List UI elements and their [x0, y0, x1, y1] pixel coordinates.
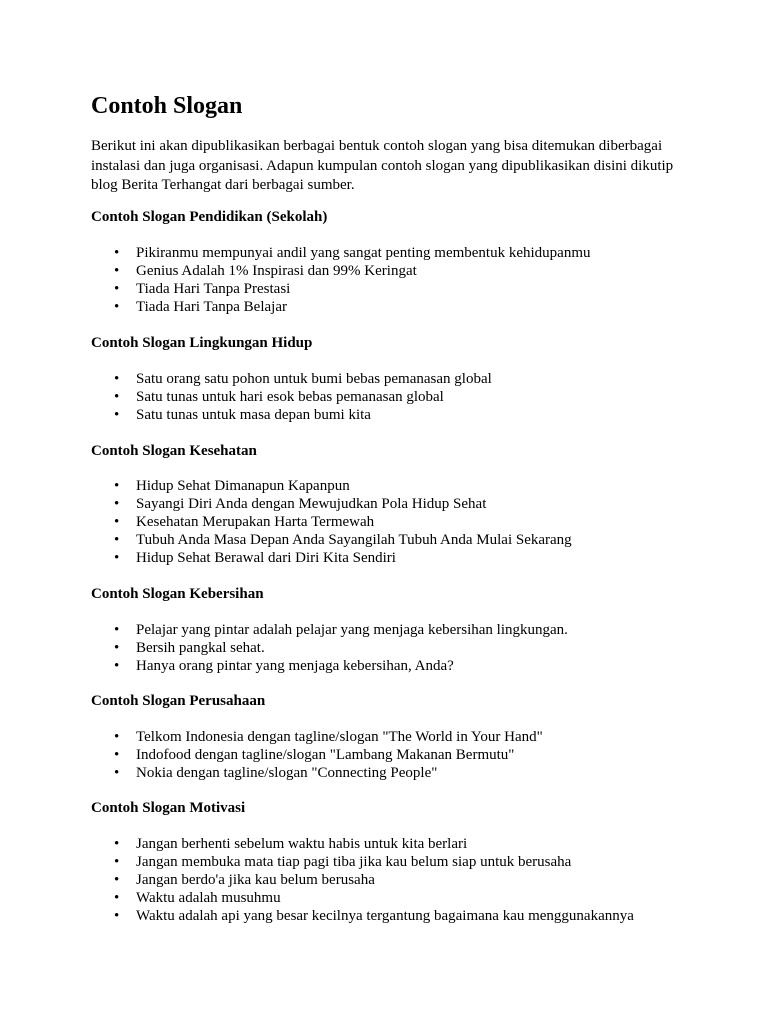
list-item: • Tubuh Anda Masa Depan Anda Sayangilah Tubuh Anda Mulai Sekarang — [91, 531, 572, 549]
list-motivasi — [91, 835, 634, 925]
list-item: • Telkom Indonesia dengan tagline/slogan "The World in Your Hand" — [91, 728, 543, 746]
section-heading-perusahaan: Contoh Slogan Perusahaan — [91, 693, 266, 709]
list-perusahaan — [91, 728, 543, 782]
list-item: • Waktu adalah api yang besar kecilnya tergantung bagaimana kau menggunakannya — [91, 907, 634, 925]
list-item: • Kesehatan Merupakan Harta Termewah — [91, 513, 572, 531]
list-item: • Satu tunas untuk masa depan bumi kita — [91, 406, 492, 424]
list-item: • Pikiranmu mempunyai andil yang sangat penting membentuk kehidupanmu — [91, 244, 591, 262]
list-item: • Hidup Sehat Dimanapun Kapanpun — [91, 477, 572, 495]
list-lingkungan — [91, 370, 492, 424]
section-heading-lingkungan: Contoh Slogan Lingkungan Hidup — [91, 335, 313, 351]
list-pendidikan — [91, 244, 591, 316]
list-item: • Sayangi Diri Anda dengan Mewujudkan Pola Hidup Sehat — [91, 495, 572, 513]
page-title: Contoh Slogan — [91, 93, 243, 119]
list-item: • Pelajar yang pintar adalah pelajar yang menjaga kebersihan lingkungan. — [91, 621, 568, 639]
list-item: • Jangan berdo'a jika kau belum berusaha — [91, 871, 634, 889]
list-item: • Waktu adalah musuhmu — [91, 889, 634, 907]
list-item: • Indofood dengan tagline/slogan "Lambang Makanan Bermutu" — [91, 746, 543, 764]
list-item: • Jangan berhenti sebelum waktu habis untuk kita berlari — [91, 835, 634, 853]
list-kesehatan — [91, 477, 572, 567]
list-item: • Nokia dengan tagline/slogan "Connecting People" — [91, 764, 543, 782]
list-item: • Hanya orang pintar yang menjaga kebersihan, Anda? — [91, 657, 568, 675]
list-item: • Genius Adalah 1% Inspirasi dan 99% Keringat — [91, 262, 591, 280]
section-heading-motivasi: Contoh Slogan Motivasi — [91, 800, 246, 816]
list-item: • Tiada Hari Tanpa Prestasi — [91, 280, 591, 298]
section-heading-pendidikan: Contoh Slogan Pendidikan (Sekolah) — [91, 209, 328, 225]
list-item: • Satu orang satu pohon untuk bumi bebas pemanasan global — [91, 370, 492, 388]
list-item: • Bersih pangkal sehat. — [91, 639, 568, 657]
list-item: • Jangan membuka mata tiap pagi tiba jika kau belum siap untuk berusaha — [91, 853, 634, 871]
list-item: • Tiada Hari Tanpa Belajar — [91, 298, 591, 316]
list-item: • Hidup Sehat Berawal dari Diri Kita Sendiri — [91, 549, 572, 567]
section-heading-kebersihan: Contoh Slogan Kebersihan — [91, 586, 264, 602]
list-item: • Satu tunas untuk hari esok bebas pemanasan global — [91, 388, 492, 406]
list-kebersihan — [91, 621, 568, 675]
intro-paragraph: Berikut ini akan dipublikasikan berbagai bentuk contoh slogan yang bisa ditemukan diberbagai instalasi dan juga organisasi. Adapun kumpulan contoh slogan yang dipublikasikan disini dikutip blog Berita Terhangat dari berbagai sumber. — [91, 138, 674, 193]
section-heading-kesehatan: Contoh Slogan Kesehatan — [91, 443, 257, 459]
